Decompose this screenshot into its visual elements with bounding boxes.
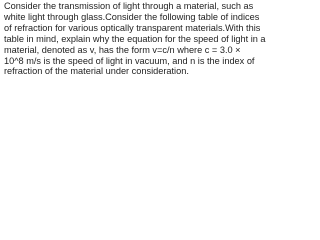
question-line: of refraction for various optically transparent materials.With this bbox=[4, 22, 261, 33]
question-line: table in mind, explain why the equation for the speed of light in a bbox=[4, 33, 266, 44]
question-line: 10^8 m/s is the speed of light in vacuum, and n is the index of bbox=[4, 55, 255, 66]
question-line: material, denoted as v, has the form v=c/n where c = 3.0 × bbox=[4, 44, 241, 55]
question-line: refraction of the material under consideration. bbox=[4, 66, 189, 77]
question-text bbox=[0, 0, 266, 77]
question-line: Consider the transmission of light through a material, such as bbox=[4, 1, 254, 11]
question-line: white light through glass.Consider the following table of indices bbox=[4, 11, 260, 22]
